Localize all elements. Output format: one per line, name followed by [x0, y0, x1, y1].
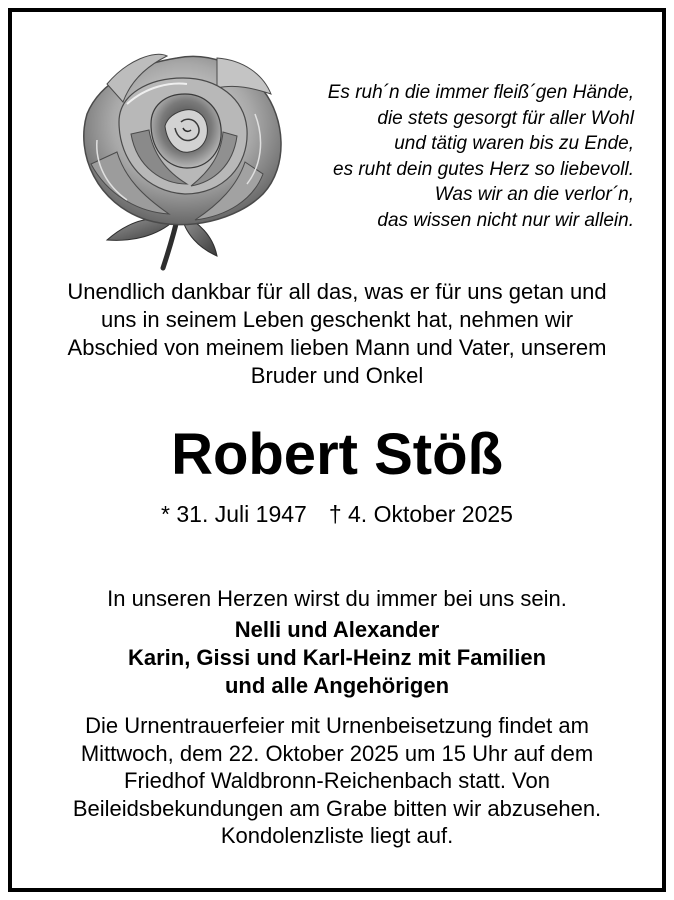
family-line: und alle Angehörigen	[224, 673, 450, 698]
ceremony-line: Mittwoch, dem 22. Oktober 2025 um 15 Uhr auf dem	[80, 740, 594, 766]
family-line: Karin, Gissi und Karl-Heinz mit Familien	[127, 645, 547, 670]
death-date: † 4. Oktober 2025	[328, 501, 513, 527]
family-signatures	[12, 616, 662, 700]
intro-text	[12, 278, 662, 390]
obituary-frame	[8, 8, 666, 892]
ceremony-line: Beileidsbekundungen am Grabe bitten wir abzusehen.	[72, 795, 602, 821]
ceremony-info	[12, 712, 662, 850]
ceremony-line: Kondolenzliste liegt auf.	[220, 823, 454, 848]
farewell-line: In unseren Herzen wirst du immer bei uns sein.	[107, 586, 567, 611]
poem-line: das wissen nicht nur wir allein.	[377, 209, 634, 231]
family-line: Nelli und Alexander	[234, 617, 440, 642]
poem-line: und tätig waren bis zu Ende,	[394, 133, 634, 154]
intro-line: Abschied von meinem lieben Mann und Vater, unserem	[67, 335, 607, 360]
ceremony-line: Die Urnentrauerfeier mit Urnenbeisetzung findet am	[85, 713, 589, 738]
ceremony-line: Friedhof Waldbronn-Reichenbach statt. Von	[124, 768, 550, 793]
birth-date: * 31. Juli 1947	[161, 501, 307, 527]
poem	[234, 80, 634, 233]
intro-line: uns in seinem Leben geschenkt hat, nehmen wir	[100, 307, 574, 332]
life-dates	[12, 499, 662, 529]
deceased-name: Robert Stöß	[171, 422, 503, 487]
poem-line: Was wir an die verlor´n,	[434, 184, 634, 205]
poem-line: Es ruh´n die immer fleiß´gen Hände,	[327, 82, 634, 103]
intro-line: Unendlich dankbar für all das, was er für uns getan und	[67, 279, 607, 304]
intro-line: Bruder und Onkel	[250, 363, 424, 388]
poem-line: die stets gesorgt für aller Wohl	[377, 107, 634, 129]
poem-line: es ruht dein gutes Herz so liebevoll.	[333, 158, 634, 180]
